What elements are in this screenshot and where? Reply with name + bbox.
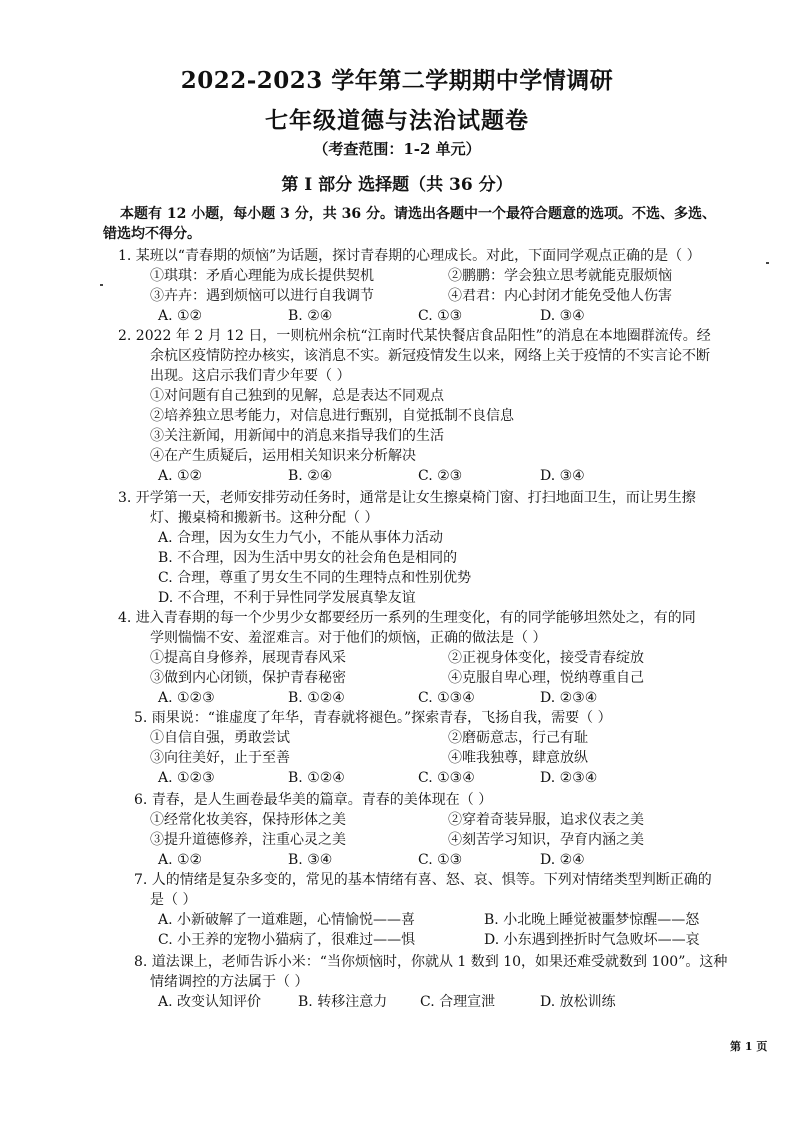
question-item: ②鹏鹏：学会独立思考就能克服烦恼 bbox=[448, 268, 672, 284]
question-stem: 2. 2022 年 2 月 12 日，一则杭州余杭“江南时代某快餐店食品阳性”的消息在本地圈群流传。经 bbox=[118, 328, 711, 344]
answer-option: D. ②③④ bbox=[540, 690, 598, 706]
question-stem: 3. 开学第一天，老师安排劳动任务时，通常是让女生擦桌椅门窗、打扫地面卫生，而让男生擦 bbox=[118, 490, 696, 506]
answer-option: B. 小北晚上睡觉被噩梦惊醒——怒 bbox=[484, 912, 700, 928]
section-heading: 第 I 部分 选择题（共 36 分） bbox=[281, 175, 513, 195]
question-stem: 是（ ） bbox=[150, 892, 197, 908]
answer-option: A. 小新破解了一道难题，心情愉悦——喜 bbox=[158, 912, 416, 928]
question-item: ①自信自强，勇敢尝试 bbox=[150, 730, 290, 746]
question-item: ②正视身体变化，接受青春绽放 bbox=[448, 650, 644, 666]
question-stem: 灯、搬桌椅和搬新书。这种分配（ ） bbox=[150, 510, 379, 526]
question-item: ③提升道德修养，注重心灵之美 bbox=[150, 832, 346, 848]
instructions-line: 本题有 12 小题，每小题 3 分，共 36 分。请选出各题中一个最符合题意的选项。不选、多选、 bbox=[120, 206, 716, 222]
question-item: ④克服自卑心理，悦纳尊重自己 bbox=[448, 670, 644, 686]
question-stem: 5. 雨果说：“谁虚度了年华，青春就将褪色。”探索青春，飞扬自我，需要（ ） bbox=[134, 710, 612, 726]
exam-scope: （考查范围：1-2 单元） bbox=[313, 140, 481, 158]
question-stem: 6. 青春，是人生画卷最华美的篇章。青春的美体现在（ ） bbox=[134, 792, 493, 808]
question-stem: 1. 某班以“青春期的烦恼”为话题，探讨青春期的心理成长。对此，下面同学观点正确的是（ ） bbox=[118, 248, 701, 264]
question-item: ①经常化妆美容，保持形体之美 bbox=[150, 812, 346, 828]
question-stem: 出现。这启示我们青少年要（ ） bbox=[150, 368, 351, 384]
answer-option: C. 合理，尊重了男女生不同的生理特点和性别优势 bbox=[158, 570, 472, 586]
instructions-line: 错选均不得分。 bbox=[103, 226, 201, 242]
scan-speck bbox=[766, 262, 769, 264]
scan-speck bbox=[100, 284, 103, 286]
question-item: ④君君：内心封闭才能免受他人伤害 bbox=[448, 288, 672, 304]
answer-option: C. 小王养的宠物小猫病了，很难过——惧 bbox=[158, 932, 416, 948]
answer-option: A. ①② bbox=[158, 308, 203, 324]
answer-option: A. ①② bbox=[158, 468, 203, 484]
answer-option: D. ②④ bbox=[540, 852, 585, 868]
question-item: ④在产生质疑后，运用相关知识来分析解决 bbox=[150, 448, 416, 464]
answer-option: D. ③④ bbox=[540, 468, 585, 484]
answer-option: B. ③④ bbox=[288, 852, 333, 868]
answer-option: B. 不合理，因为生活中男女的社会角色是相同的 bbox=[158, 550, 458, 566]
question-item: ④刻苦学习知识，孕育内涵之美 bbox=[448, 832, 644, 848]
exam-subtitle: 七年级道德与法治试题卷 bbox=[265, 107, 529, 134]
answer-option: C. ①③④ bbox=[418, 690, 475, 706]
answer-option: A. ①②③ bbox=[158, 690, 215, 706]
page-number: 第 1 页 bbox=[730, 1040, 768, 1053]
question-item: ④唯我独尊，肆意放纵 bbox=[448, 750, 588, 766]
answer-option: D. 不合理，不利于异性同学发展真挚友谊 bbox=[158, 590, 416, 606]
answer-option: B. 转移注意力 bbox=[298, 994, 388, 1010]
question-item: ②磨砺意志，行己有耻 bbox=[448, 730, 588, 746]
answer-option: A. 改变认知评价 bbox=[158, 994, 262, 1010]
question-item: ③关注新闻，用新闻中的消息来指导我们的生活 bbox=[150, 428, 444, 444]
question-stem: 余杭区疫情防控办核实，该消息不实。新冠疫情发生以来，网络上关于疫情的不实言论不断 bbox=[150, 348, 710, 364]
answer-option: D. 小东遇到挫折时气急败坏——哀 bbox=[484, 932, 700, 948]
question-stem: 8. 道法课上，老师告诉小米：“当你烦恼时，你就从 1 数到 10，如果还难受就数到 100”。这种 bbox=[134, 954, 728, 970]
question-item: ③向往美好，止于至善 bbox=[150, 750, 290, 766]
answer-option: D. ②③④ bbox=[540, 770, 598, 786]
answer-option: C. ①③④ bbox=[418, 770, 475, 786]
question-item: ①对问题有自己独到的见解，总是表达不同观点 bbox=[150, 388, 444, 404]
answer-option: A. 合理，因为女生力气小，不能从事体力活动 bbox=[158, 530, 444, 546]
question-item: ②培养独立思考能力，对信息进行甄别，自觉抵制不良信息 bbox=[150, 408, 514, 424]
answer-option: B. ②④ bbox=[288, 468, 333, 484]
question-item: ①琪琪：矛盾心理能为成长提供契机 bbox=[150, 268, 374, 284]
answer-option: A. ①② bbox=[158, 852, 203, 868]
question-stem: 7. 人的情绪是复杂多变的，常见的基本情绪有喜、怒、哀、惧等。下列对情绪类型判断正确的 bbox=[134, 872, 712, 888]
question-stem: 情绪调控的方法属于（ ） bbox=[150, 974, 309, 990]
question-item: ③卉卉：遇到烦恼可以进行自我调节 bbox=[150, 288, 374, 304]
answer-option: D. ③④ bbox=[540, 308, 585, 324]
question-stem: 4. 进入青春期的每一个少男少女都要经历一系列的生理变化，有的同学能够坦然处之，有的同 bbox=[118, 610, 696, 626]
answer-option: C. ②③ bbox=[418, 468, 463, 484]
exam-title: 2022-2023 学年第二学期期中学情调研 bbox=[180, 67, 614, 94]
question-item: ③做到内心闭锁，保护青春秘密 bbox=[150, 670, 346, 686]
answer-option: D. 放松训练 bbox=[540, 994, 616, 1010]
answer-option: C. ①③ bbox=[418, 308, 463, 324]
answer-option: A. ①②③ bbox=[158, 770, 215, 786]
answer-option: B. ①②④ bbox=[288, 690, 345, 706]
answer-option: B. ②④ bbox=[288, 308, 333, 324]
answer-option: B. ①②④ bbox=[288, 770, 345, 786]
question-stem: 学则惴惴不安、羞涩难言。对于他们的烦恼，正确的做法是（ ） bbox=[150, 630, 547, 646]
question-item: ①提高自身修养，展现青春风采 bbox=[150, 650, 346, 666]
question-item: ②穿着奇装异服，追求仪表之美 bbox=[448, 812, 644, 828]
answer-option: C. ①③ bbox=[418, 852, 463, 868]
answer-option: C. 合理宣泄 bbox=[420, 994, 496, 1010]
